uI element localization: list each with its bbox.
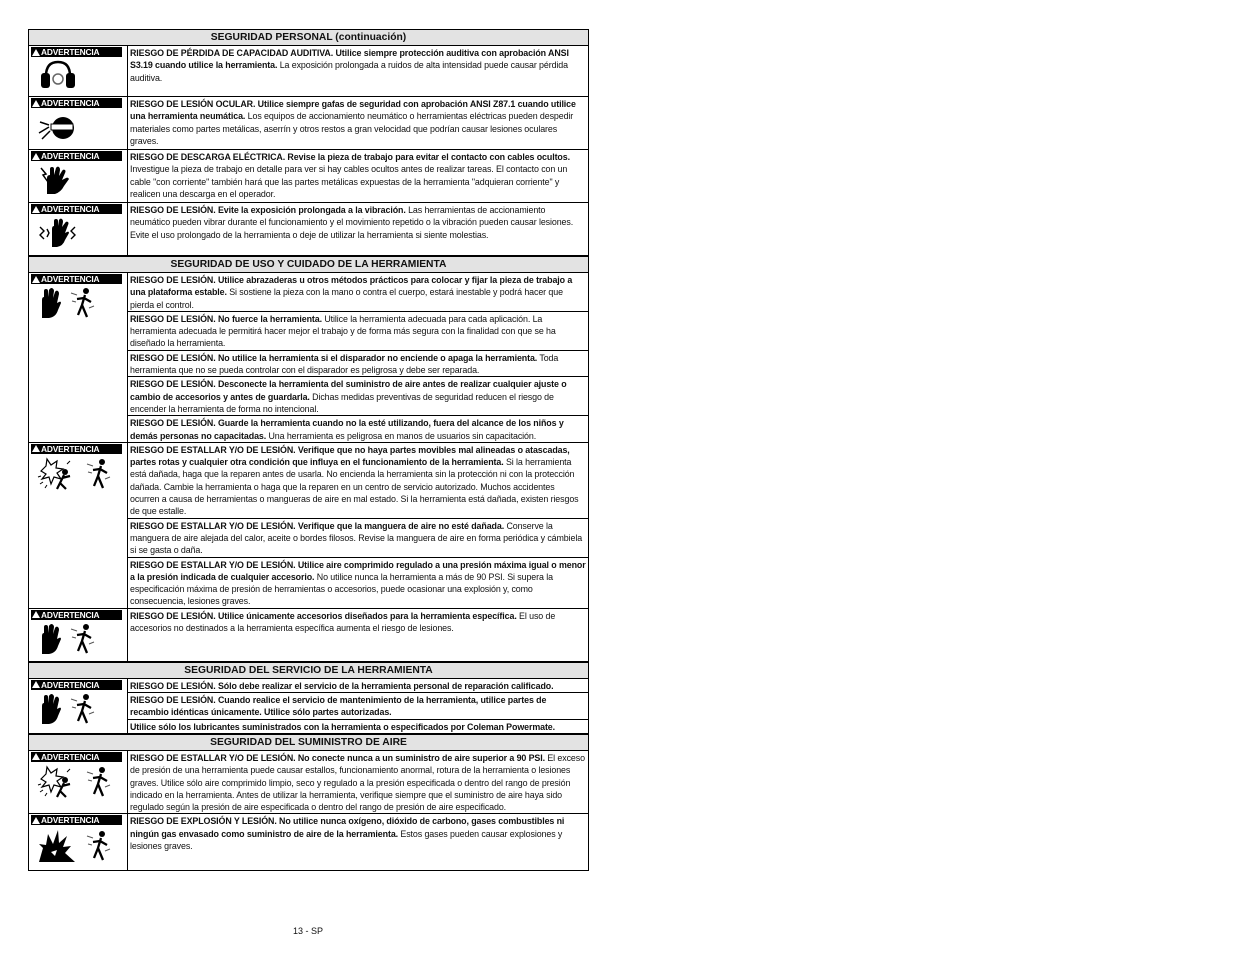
warning-block xyxy=(29,97,588,150)
warning-entry xyxy=(128,97,588,147)
entry-body-text: Utilice la herramienta adecuada para cada aplicación. La herramienta adecuada le permitirá hacer mejor el trabajo y de forma más segura con la finalidad con que se ha diseñado la herramienta. xyxy=(130,313,556,349)
warning-triangle-icon xyxy=(32,611,40,618)
warning-block xyxy=(29,203,588,256)
warning-label xyxy=(31,680,122,690)
explosion-icon xyxy=(37,457,79,496)
entry-bold-text: RIESGO DE ESTALLAR Y/O DE LESIÓN. Verifique que la manguera de aire no esté dañada. xyxy=(130,520,505,531)
entry-bold-text: RIESGO DE ESTALLAR Y/O DE LESIÓN. Verifique que no haya partes movibles mal alineadas o atascadas, partes rotas y cualquier otra condición que influya en el funcionamiento de la herramienta. xyxy=(130,444,570,468)
warning-label-text: ADVERTENCIA xyxy=(41,151,100,161)
warning-entry xyxy=(128,273,588,311)
warning-block xyxy=(29,443,588,609)
warning-text-cell xyxy=(128,609,588,661)
warning-triangle-icon xyxy=(32,817,40,824)
page-number: 13 - SP xyxy=(293,926,324,936)
entry-bold-text: RIESGO DE LESIÓN. No fuerce la herramienta. xyxy=(130,313,322,324)
warning-label xyxy=(31,752,122,762)
entry-body-text: Si la herramienta está dañada, haga que la reparen antes de usarla. No encienda la herramienta sin la protección ni con la protección dañada. Cambie la herramienta o haga que la reparen en un centro de servicio autorizado. Muchos accidentes ocurren a causa de herramientas o mangueras de aire en mal estado. Si la herramienta está dañada, existen riesgos de que estalle. xyxy=(130,457,579,517)
entry-body-text: Estos gases pueden causar explosiones y lesiones graves. xyxy=(130,828,563,851)
warning-entry xyxy=(128,311,588,350)
warning-entry xyxy=(128,518,588,557)
entry-body-text: La exposición prolongada a ruidos de alta intensidad puede causar pérdida auditiva. xyxy=(130,60,568,83)
eye-protection-icon xyxy=(37,111,79,148)
section-header: SEGURIDAD DE USO Y CUIDADO DE LA HERRAMIENTA xyxy=(29,256,588,273)
entry-bold-text: RIESGO DE EXPLOSIÓN Y LESIÓN. No utilice nunca oxígeno, dióxido de carbono, gases combustibles ni ningún gas envasado como suministro de aire de la herramienta. xyxy=(130,816,565,839)
entry-bold-text: RIESGO DE LESIÓN. Cuando realice el servicio de mantenimiento de la herramienta, utilice partes de recambio idénticas únicamente. Utilice sólo partes autorizadas. xyxy=(130,695,547,718)
entry-bold-text: RIESGO DE LESIÓN. Utilice únicamente accesorios diseñados para la herramienta específica. xyxy=(130,610,517,621)
entry-bold-text: RIESGO DE ESTALLAR Y/O DE LESIÓN. Utilice aire comprimido regulado a una presión máxima igual o menor a la presión indicada de cualquier accesorio. xyxy=(130,559,586,582)
hazard-icons xyxy=(37,623,125,660)
warning-label-text: ADVERTENCIA xyxy=(41,443,100,454)
warning-label xyxy=(31,204,122,214)
warning-entry xyxy=(128,415,588,442)
warning-label-text: ADVERTENCIA xyxy=(41,751,100,762)
warning-icon-cell xyxy=(29,679,128,733)
injury-person-icon xyxy=(85,766,113,803)
warning-entry xyxy=(128,150,588,200)
warning-icon-cell xyxy=(29,443,128,608)
hazard-icons xyxy=(37,693,125,730)
entry-body-text: Si sostiene la pieza con la mano o contra el cuerpo, estará inestable y podrá hacer que pierda el control. xyxy=(130,287,563,310)
ear-protection-icon xyxy=(37,60,79,95)
warning-entry xyxy=(128,814,588,852)
warning-icon-cell xyxy=(29,751,128,813)
entry-body-text: Una herramienta es peligrosa en manos de usuarios sin capacitación. xyxy=(266,430,537,441)
warning-entry xyxy=(128,376,588,415)
warning-text-cell xyxy=(128,203,588,255)
hazard-icons xyxy=(37,111,125,148)
warning-text-cell xyxy=(128,751,588,813)
blast-icon xyxy=(37,828,79,869)
warning-entry xyxy=(128,350,588,377)
vibration-hand-icon xyxy=(37,217,79,254)
warning-label-text: ADVERTENCIA xyxy=(41,98,100,108)
entry-body-text: Toda herramienta que no se pueda controlar con el disparador es peligrosa y debe ser reparada. xyxy=(130,352,559,376)
entry-body-text: Conserve la manguera de aire alejada del calor, aceite o bordes filosos. Revise la manguera de aire en forma periódica y cámbiela si se gasta o daña. xyxy=(130,520,583,556)
warning-icon-cell xyxy=(29,97,128,149)
warning-triangle-icon xyxy=(32,681,40,688)
warning-triangle-icon xyxy=(32,206,40,213)
warning-triangle-icon xyxy=(32,153,40,160)
warning-triangle-icon xyxy=(32,49,40,56)
entry-bold-text: RIESGO DE LESIÓN. No utilice la herramienta si el disparador no enciende o apaga la herramienta. xyxy=(130,352,538,363)
entry-body-text: Las herramientas de accionamiento neumático pueden vibrar durante el funcionamiento y el movimiento repetido o la vibración pueden causar lesiones. Evite el uso prolongado de la herramienta o deje de utilizar la herramienta si siente molestias. xyxy=(130,205,574,240)
warning-label xyxy=(31,444,122,454)
warning-block xyxy=(29,609,588,662)
warning-block xyxy=(29,751,588,814)
warning-label-text: ADVERTENCIA xyxy=(41,679,100,690)
hazard-icons xyxy=(37,60,125,95)
warning-text-cell xyxy=(128,814,588,870)
entry-body-text: Investigue la pieza de trabajo en detalle para ver si hay cables ocultos antes de realizar tareas. El contacto con un cable "con corriente" también hará que las partes metálicas expuestas de la herramienta "adquieran corriente" y realicen una descarga en el operador. xyxy=(130,164,568,199)
warning-entry xyxy=(128,609,588,635)
safety-table xyxy=(28,29,589,871)
warning-entry xyxy=(128,443,588,518)
electric-shock-icon xyxy=(37,164,79,201)
hazard-icons xyxy=(37,765,125,804)
explosion-icon xyxy=(37,765,79,804)
entry-body-text: Los equipos de accionamiento neumático o herramientas eléctricas pueden despedir materiales como partes metálicas, aserrín y otros restos a gran velocidad que podrían causar lesiones oculares graves. xyxy=(130,111,574,146)
warning-entry xyxy=(128,203,588,241)
entry-bold-text: RIESGO DE LESIÓN. Sólo debe realizar el servicio de la herramienta personal de reparación calificado. xyxy=(130,680,554,691)
warning-triangle-icon xyxy=(32,753,40,760)
warning-block xyxy=(29,46,588,97)
entry-bold-text: RIESGO DE DESCARGA ELÉCTRICA. Revise la pieza de trabajo para evitar el contacto con cables ocultos. xyxy=(130,152,570,162)
section-header: SEGURIDAD PERSONAL (continuación) xyxy=(29,30,588,46)
warning-text-cell xyxy=(128,443,588,608)
section-header: SEGURIDAD DEL SUMINISTRO DE AIRE xyxy=(29,734,588,751)
warning-block xyxy=(29,273,588,443)
injury-person-icon xyxy=(69,693,97,730)
warning-label xyxy=(31,47,122,57)
entry-body-text: No utilice nunca la herramienta a más de 90 PSI. Si supera la especificación máxima de presión de herramientas o accesorios, puede ocasionar una explosión y, como consecuencia, lesiones graves. xyxy=(130,571,553,607)
entry-bold-text: RIESGO DE LESIÓN. Desconecte la herramienta del suministro de aire antes de realizar cualquier ajuste o cambio de accesorios y antes de guardarla. xyxy=(130,379,567,402)
warning-triangle-icon xyxy=(32,100,40,107)
warning-text-cell xyxy=(128,46,588,96)
warning-entry xyxy=(128,751,588,813)
warning-text-cell xyxy=(128,150,588,202)
warning-block xyxy=(29,679,588,734)
entry-bold-text: RIESGO DE LESIÓN. Evite la exposición prolongada a la vibración. xyxy=(130,205,406,215)
hazard-icons xyxy=(37,457,125,496)
warning-entry xyxy=(128,719,588,733)
hazard-icons xyxy=(37,287,125,324)
warning-label-text: ADVERTENCIA xyxy=(41,204,100,214)
warning-label xyxy=(31,98,122,108)
warning-label xyxy=(31,274,122,284)
section-header: SEGURIDAD DEL SERVICIO DE LA HERRAMIENTA xyxy=(29,662,588,679)
hazard-icons xyxy=(37,828,125,869)
entry-bold-text: RIESGO DE ESTALLAR Y/O DE LESIÓN. No conecte nunca a un suministro de aire superior a 90 PSI. xyxy=(130,752,545,763)
warning-text-cell xyxy=(128,273,588,442)
entry-bold-text: Utilice sólo los lubricantes suministrados con la herramienta o especificados por Coleman Powermate. xyxy=(130,721,556,732)
entry-bold-text: RIESGO DE LESIÓN. Utilice abrazaderas u otros métodos prácticos para colocar y fijar la pieza de trabajo a una plataforma estable. xyxy=(130,275,573,298)
warning-triangle-icon xyxy=(32,445,40,452)
warning-text-cell xyxy=(128,679,588,733)
warning-label-text: ADVERTENCIA xyxy=(41,815,100,826)
warning-icon-cell xyxy=(29,46,128,96)
warning-label xyxy=(31,610,122,620)
warning-label-text: ADVERTENCIA xyxy=(41,47,100,57)
warning-label xyxy=(31,815,122,825)
warning-label-text: ADVERTENCIA xyxy=(41,609,100,620)
warning-block xyxy=(29,814,588,870)
warning-icon-cell xyxy=(29,273,128,442)
injury-person-icon xyxy=(85,458,113,495)
entry-body-text: El exceso de presión de una herramienta puede causar estallos, funcionamiento anormal, rotura de la herramienta o lesiones graves. Utilice sólo aire comprimido limpio, seco y regulado a la presión especificada o dentro del rango de presión indicado en la herramienta. Antes de utilizar la herramienta, verifique siempre que el suministro de aire haya sido regulado según la presión de aire especificada o dentro del rango de presión de aire especificado. xyxy=(130,752,585,813)
warning-icon-cell xyxy=(29,814,128,870)
injury-person-icon xyxy=(69,287,97,324)
warning-block xyxy=(29,150,588,203)
hand-stop-icon xyxy=(37,287,63,324)
warning-label-text: ADVERTENCIA xyxy=(41,274,100,284)
warning-icon-cell xyxy=(29,150,128,202)
warning-entry xyxy=(128,557,588,608)
warning-triangle-icon xyxy=(32,276,40,283)
warning-entry xyxy=(128,46,588,84)
injury-person-icon xyxy=(69,623,97,660)
hand-stop-icon xyxy=(37,693,63,730)
entry-body-text: Dichas medidas preventivas de seguridad reducen el riesgo de encender la herramienta de forma no intencional. xyxy=(130,391,554,414)
warning-entry xyxy=(128,692,588,719)
entry-bold-text: RIESGO DE PÉRDIDA DE CAPACIDAD AUDITIVA. Utilice siempre protección auditiva con aprobación ANSI S3.19 cuando utilice la herramienta. xyxy=(130,48,569,71)
warning-text-cell xyxy=(128,97,588,149)
warning-label xyxy=(31,151,122,161)
entry-bold-text: RIESGO DE LESIÓN OCULAR. Utilice siempre gafas de seguridad con aprobación ANSI Z87.1 cuando utilice una herramienta neumática. xyxy=(130,99,576,122)
hand-stop-icon xyxy=(37,623,63,660)
warning-icon-cell xyxy=(29,203,128,255)
warning-entry xyxy=(128,679,588,692)
injury-person-icon xyxy=(85,830,113,867)
entry-bold-text: RIESGO DE LESIÓN. Guarde la herramienta cuando no la esté utilizando, fuera del alcance de los niños y demás personas no capacitadas. xyxy=(130,418,564,441)
hazard-icons xyxy=(37,164,125,201)
entry-body-text: El uso de accesorios no destinados a la herramienta específica aumenta el riesgo de lesiones. xyxy=(130,610,556,634)
warning-icon-cell xyxy=(29,609,128,661)
hazard-icons xyxy=(37,217,125,254)
